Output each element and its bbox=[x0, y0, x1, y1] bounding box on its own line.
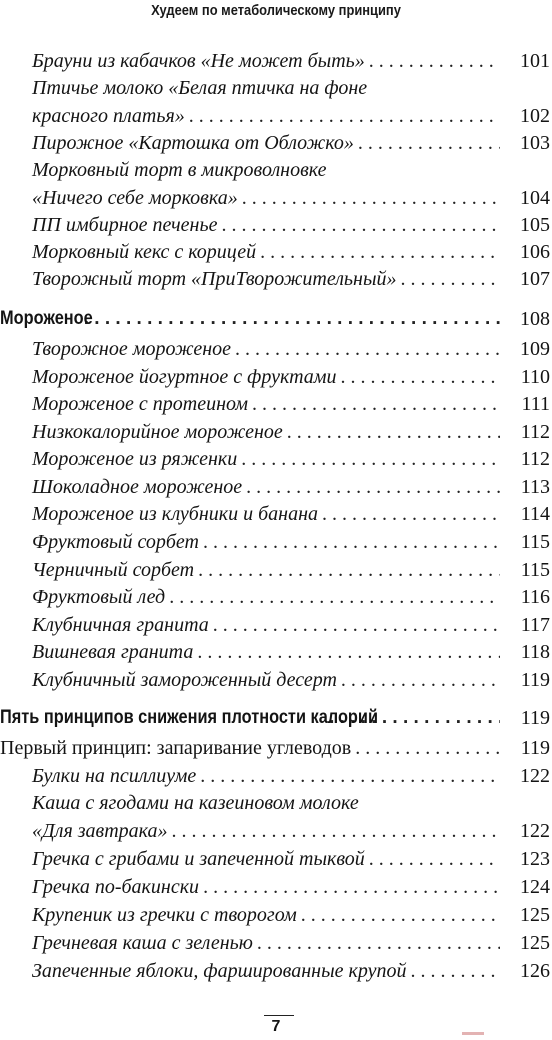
toc-page-number: 106 bbox=[520, 241, 550, 263]
toc-entry-title: «Ничего себе морковка» bbox=[32, 187, 238, 209]
toc-entry-title: красного платья» bbox=[32, 105, 185, 127]
toc-page-number: 125 bbox=[520, 932, 550, 954]
page-number: 7 bbox=[271, 1018, 281, 1035]
toc-entry bbox=[0, 929, 552, 957]
toc-page-number: 109 bbox=[520, 338, 550, 360]
toc-entry bbox=[0, 901, 552, 929]
footer-rule bbox=[264, 1015, 294, 1016]
dot-leader bbox=[410, 957, 500, 985]
toc-entry bbox=[0, 556, 552, 584]
toc-page-number: 119 bbox=[520, 707, 550, 729]
dot-leader bbox=[401, 265, 501, 293]
dot-leader bbox=[241, 445, 500, 473]
toc-chapter bbox=[0, 734, 552, 762]
dot-leader bbox=[213, 611, 500, 639]
dot-leader bbox=[169, 583, 500, 611]
toc-entry bbox=[0, 363, 552, 391]
dot-leader bbox=[355, 734, 500, 762]
toc-page-number: 101 bbox=[520, 50, 550, 72]
toc-entry bbox=[0, 211, 552, 239]
dot-leader bbox=[198, 556, 500, 584]
toc-entry-title: Фруктовый сорбет bbox=[32, 531, 199, 553]
toc-entry-title: Брауни из кабачков «Не может быть» bbox=[32, 50, 365, 72]
toc-entry bbox=[0, 473, 552, 501]
toc-entry-title: Вишневая гранита bbox=[32, 641, 194, 663]
toc-page-number: 122 bbox=[520, 820, 550, 842]
toc-entry bbox=[0, 418, 552, 446]
dot-leader bbox=[287, 418, 500, 446]
toc-entry bbox=[0, 265, 552, 293]
toc-entry-title: Морковный кекс с корицей bbox=[32, 241, 257, 263]
dot-leader bbox=[301, 901, 500, 929]
dot-leader bbox=[200, 762, 500, 790]
toc-entry-title: Запеченные яблоки, фаршированные крупой bbox=[32, 960, 407, 982]
toc-entry bbox=[0, 611, 552, 639]
toc-page-number: 112 bbox=[520, 448, 550, 470]
toc-page-number: 124 bbox=[520, 876, 550, 898]
toc-entry-title: Фруктовый лед bbox=[32, 586, 166, 608]
toc-page-number: 107 bbox=[520, 268, 550, 290]
toc-entry bbox=[0, 666, 552, 694]
toc-entry bbox=[0, 873, 552, 901]
toc-page-number: 114 bbox=[520, 503, 550, 525]
toc-entry-title: Мороженое bbox=[0, 308, 93, 329]
toc-entry-title-line1: Морковный торт в микроволновке bbox=[32, 159, 327, 181]
dot-leader bbox=[235, 335, 500, 363]
toc-page-number: 103 bbox=[520, 132, 550, 154]
toc-entry bbox=[0, 528, 552, 556]
dot-leader bbox=[322, 500, 500, 528]
dot-leader bbox=[260, 238, 500, 266]
dot-leader bbox=[197, 638, 500, 666]
dot-leader bbox=[242, 184, 500, 212]
toc-page-number: 113 bbox=[520, 476, 550, 498]
toc-entry-title: Творожное мороженое bbox=[32, 338, 232, 360]
dot-leader bbox=[84, 305, 500, 333]
corner-mark bbox=[462, 1032, 484, 1035]
dot-leader bbox=[203, 528, 500, 556]
dot-leader bbox=[252, 390, 500, 418]
dot-leader bbox=[341, 666, 500, 694]
toc-entry bbox=[0, 184, 552, 212]
toc-entry bbox=[0, 500, 552, 528]
toc-entry-title: Мороженое с протеином bbox=[32, 393, 249, 415]
toc-page-number: 116 bbox=[520, 586, 550, 608]
toc-page-number: 119 bbox=[520, 669, 550, 691]
toc-entry bbox=[0, 762, 552, 790]
toc-page-number: 117 bbox=[520, 614, 550, 636]
toc-entry-title: Низкокалорийное мороженое bbox=[32, 421, 283, 443]
toc-page-number: 119 bbox=[520, 737, 550, 759]
toc-page-number: 126 bbox=[520, 960, 550, 982]
toc-entry-title: Гречка по-бакински bbox=[32, 876, 200, 898]
toc-page-number: 105 bbox=[520, 214, 550, 236]
toc-entry-title: Шоколадное мороженое bbox=[32, 476, 243, 498]
dot-leader bbox=[172, 817, 500, 845]
toc-page-number: 115 bbox=[520, 531, 550, 553]
toc-entry bbox=[0, 129, 552, 157]
toc-entry-title: Мороженое из клубники и банана bbox=[32, 503, 319, 525]
dot-leader bbox=[189, 102, 500, 130]
toc-page-number: 104 bbox=[520, 187, 550, 209]
toc-page-number: 125 bbox=[520, 904, 550, 926]
toc-entry bbox=[0, 583, 552, 611]
dot-leader bbox=[246, 473, 500, 501]
dot-leader bbox=[358, 129, 500, 157]
toc-page-number: 102 bbox=[520, 105, 550, 127]
dot-leader bbox=[369, 47, 500, 75]
toc-entry bbox=[0, 390, 552, 418]
toc-page-number: 112 bbox=[520, 421, 550, 443]
toc-entry bbox=[0, 335, 552, 363]
toc-entry bbox=[0, 47, 552, 75]
toc-entry bbox=[0, 845, 552, 873]
dot-leader bbox=[341, 363, 500, 391]
toc-entry-title: Творожный торт «ПриТворожительный» bbox=[32, 268, 397, 290]
dot-leader bbox=[369, 845, 500, 873]
toc-entry-title-line1: Каша с ягодами на казеиновом молоке bbox=[32, 792, 359, 814]
toc-entry bbox=[0, 238, 552, 266]
toc-entry-title: Черничный сорбет bbox=[32, 559, 195, 581]
toc-entry-title: Гречка с грибами и запеченной тыквой bbox=[32, 848, 365, 870]
toc-entry bbox=[0, 102, 552, 130]
running-header: Худеем по метаболическому принципу bbox=[151, 2, 401, 19]
toc-entry bbox=[0, 638, 552, 666]
toc-entry-title: Гречневая каша с зеленью bbox=[32, 932, 253, 954]
toc-page-number: 123 bbox=[520, 848, 550, 870]
toc-entry-title: «Для завтрака» bbox=[32, 820, 168, 842]
toc-page-number: 115 bbox=[520, 559, 550, 581]
toc-entry-title-line1: Птичье молоко «Белая птичка на фоне bbox=[32, 77, 368, 99]
dot-leader bbox=[221, 211, 500, 239]
toc-entry-title: Клубничный замороженный десерт bbox=[32, 669, 337, 691]
toc-entry-title: ПП имбирное печенье bbox=[32, 214, 218, 236]
toc-page-number: 111 bbox=[521, 393, 550, 415]
toc-entry-title: Пять принципов снижения плотности калорий bbox=[0, 707, 379, 728]
toc-entry bbox=[0, 817, 552, 845]
dot-leader bbox=[257, 929, 500, 957]
toc-entry-title: Крупеник из гречки с творогом bbox=[32, 904, 297, 926]
toc-entry-title: Первый принцип: запаривание углеводов bbox=[0, 737, 352, 759]
toc-entry-title: Мороженое из ряженки bbox=[32, 448, 238, 470]
toc-entry-title: Клубничная гранита bbox=[32, 614, 209, 636]
toc-section bbox=[0, 305, 552, 333]
toc-entry-title: Булки на псиллиуме bbox=[32, 765, 197, 787]
toc-entry-title: Пирожное «Картошка от Обложко» bbox=[32, 132, 354, 154]
toc-entry bbox=[0, 957, 552, 985]
toc-entry-title: Мороженое йогуртное с фруктами bbox=[32, 366, 337, 388]
dot-leader bbox=[203, 873, 500, 901]
toc-section bbox=[0, 704, 552, 732]
toc-page-number: 122 bbox=[520, 765, 550, 787]
toc-page-number: 108 bbox=[520, 308, 550, 330]
toc-page-number: 118 bbox=[520, 641, 550, 663]
toc-page-number: 110 bbox=[520, 366, 550, 388]
toc-entry bbox=[0, 445, 552, 473]
